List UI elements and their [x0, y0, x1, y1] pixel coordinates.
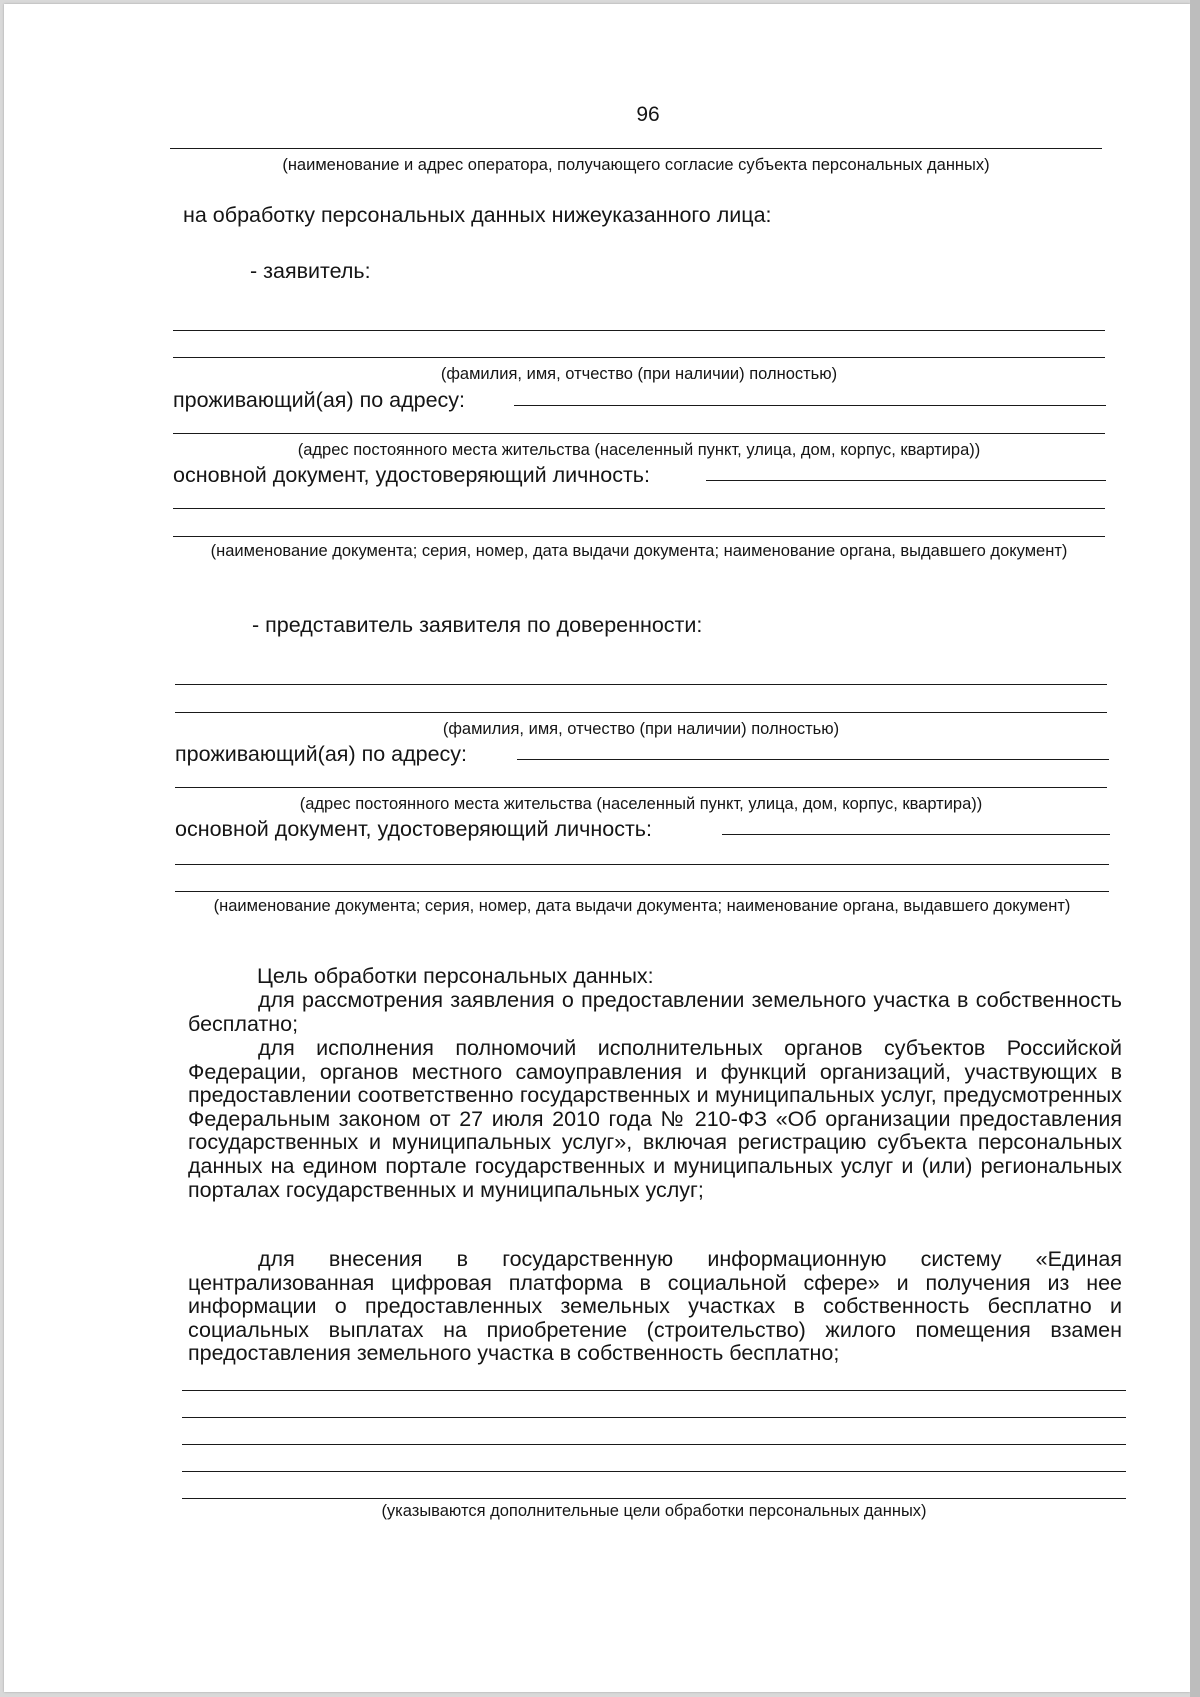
representative-document-caption: (наименование документа; серия, номер, дата выдачи документа; наименование органа, выдавшего документ): [213, 897, 1071, 915]
applicant-fio-line-1: [173, 330, 1105, 331]
additional-purpose-line-3: [182, 1444, 1126, 1445]
applicant-address-line-1: [514, 405, 1106, 406]
applicant-address-caption: (адрес постоянного места жительства (населенный пункт, улица, дом, корпус, квартира)): [297, 441, 981, 459]
representative-fio-caption: (фамилия, имя, отчество (при наличии) полностью): [442, 720, 840, 738]
representative-address-label: проживающий(ая) по адресу:: [175, 742, 468, 766]
additional-purpose-line-1: [182, 1390, 1126, 1391]
applicant-document-line-3: [173, 536, 1105, 537]
operator-line: [170, 148, 1102, 149]
representative-heading: - представитель заявителя по доверенности:: [252, 613, 703, 637]
applicant-fio-caption: (фамилия, имя, отчество (при наличии) полностью): [440, 365, 838, 383]
representative-document-label: основной документ, удостоверяющий личность:: [175, 817, 652, 841]
applicant-fio-line-2: [173, 357, 1105, 358]
representative-document-line-2: [175, 864, 1109, 865]
applicant-address-line-2: [173, 433, 1105, 434]
applicant-heading: - заявитель:: [250, 259, 371, 283]
operator-caption: (наименование и адрес оператора, получающего согласие субъекта персональных данных): [282, 156, 990, 174]
applicant-document-label: основной документ, удостоверяющий личность:: [173, 463, 650, 487]
scan-edge: [1190, 0, 1200, 1697]
additional-purpose-line-2: [182, 1417, 1126, 1418]
representative-address-line-1: [517, 759, 1109, 760]
purpose-paragraph-3: для внесения в государственную информационную систему «Единая централизованная цифровая платформа в социальной сфере» и получения из нее информации о предоставленных земельных участках в собственность бесплатно и социальных выплатах на приобретение (строительство) жилого помещения взамен предоставления земельного участка в собственность бесплатно;: [188, 1247, 1122, 1366]
representative-address-caption: (адрес постоянного места жительства (населенный пункт, улица, дом, корпус, квартира)): [299, 795, 983, 813]
purpose-heading: Цель обработки персональных данных:: [257, 964, 654, 988]
additional-purpose-line-4: [182, 1471, 1126, 1472]
additional-purpose-line-5: [182, 1498, 1126, 1499]
representative-fio-line-2: [175, 712, 1107, 713]
additional-purpose-caption: (указываются дополнительные цели обработки персональных данных): [381, 1502, 927, 1520]
document-page: [4, 4, 1190, 1692]
intro-text: на обработку персональных данных нижеуказанного лица:: [183, 203, 772, 227]
purpose-paragraph-2: для исполнения полномочий исполнительных органов субъектов Российской Федерации, органов местного самоуправления и функций организаций, участвующих в предоставлении соответственно государственных и муниципальных услуг, предусмотренных Федеральным законом от 27 июля 2010 года № 210-ФЗ «Об организации предоставления государственных и муниципальных услуг», включая регистрацию субъекта персональных данных на едином портале государственных и муниципальных услуг и (или) региональных порталах государственных и муниципальных услуг;: [188, 1036, 1122, 1202]
representative-document-line-3: [175, 891, 1109, 892]
page-number: 96: [636, 103, 660, 126]
representative-fio-line-1: [175, 684, 1107, 685]
applicant-document-caption: (наименование документа; серия, номер, дата выдачи документа; наименование органа, выдавшего документ): [210, 542, 1068, 560]
purpose-paragraph-1: для рассмотрения заявления о предоставлении земельного участка в собственность бесплатно;: [188, 988, 1122, 1036]
representative-document-line-1: [722, 834, 1110, 835]
applicant-document-line-1: [706, 480, 1106, 481]
representative-address-line-2: [175, 787, 1107, 788]
applicant-address-label: проживающий(ая) по адресу:: [173, 388, 466, 412]
applicant-document-line-2: [173, 508, 1105, 509]
